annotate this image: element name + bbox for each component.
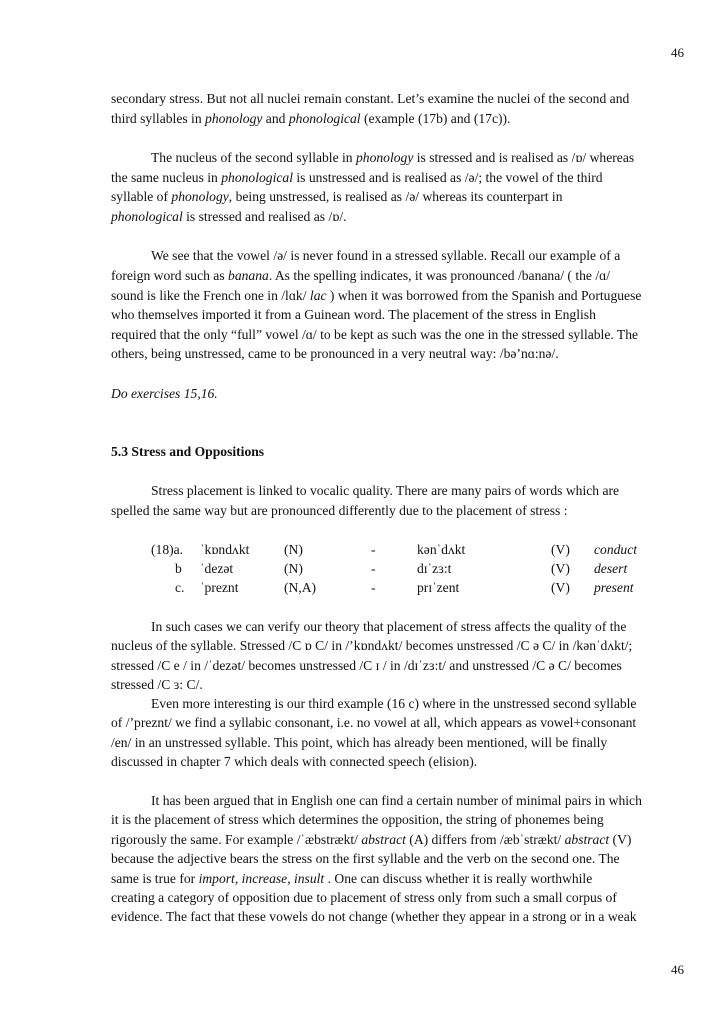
text-line: who themselves imported it from a Guinean word. The placement of the stress in English <box>111 307 596 322</box>
text-line: The nucleus of the second syllable in phonology is stressed and is realised as /ɒ/ whereas <box>151 150 635 165</box>
text-line: evidence. The fact that these vowels do not change (whether they appear in a strong or in a weak <box>111 909 637 924</box>
example-category: (V) <box>551 580 570 595</box>
example-dash: - <box>371 561 376 576</box>
example-ipa-noun: ˈpreznt <box>200 580 239 595</box>
example-dash: - <box>371 542 376 557</box>
example-label: b <box>175 561 182 576</box>
example-word: present <box>594 580 634 595</box>
example-dash: - <box>371 580 376 595</box>
example-ipa-verb: prɪˈzent <box>417 580 460 595</box>
example-label: (18)a. <box>151 542 184 557</box>
text-line: rigorously the same. For example /ˈæbstrækt/ abstract (A) differs from /æbˈstrækt/ abstract (V) <box>111 832 632 847</box>
example-row <box>151 580 651 596</box>
text-line: creating a category of opposition due to placement of stress only from such a small corpus of <box>111 890 617 905</box>
example-word: conduct <box>594 542 638 557</box>
text-line: foreign word such as banana. As the spelling indicates, it was pronounced /banana/ ( the /ɑ/ <box>111 268 611 283</box>
text-line: /en/ in an unstressed syllable. This point, which has already been mentioned, will be finally <box>111 735 608 750</box>
text-line: stressed /C e / in /ˈdezət/ becomes unstressed /C ɪ / in /dɪˈzɜ:t/ and unstressed /C ə C/ becomes <box>111 658 622 673</box>
text-line: spelled the same way but are pronounced differently due to the placement of stress : <box>111 503 568 518</box>
text-line: of /’preznt/ we find a syllabic consonant, i.e. no vowel at all, which appears as vowel+consonant <box>111 715 637 730</box>
text-line: secondary stress. But not all nuclei remain constant. Let’s examine the nuclei of the second and <box>111 91 630 106</box>
text-line: same is true for import, increase, insult . One can discuss whether it is really worthwhile <box>111 871 593 886</box>
text-line: syllable of phonology, being unstressed, is realised as /ə/ whereas its counterpart in <box>111 189 563 204</box>
text-line: it is the placement of stress which determines the opposition, the string of phonemes being <box>111 812 604 827</box>
text-line: others, being unstressed, came to be pronounced in a very neutral way: /bə’nɑ:nə/. <box>111 346 559 361</box>
example-ipa-verb: kənˈdʌkt <box>417 542 466 557</box>
text-line: stressed /C ɜ: C/. <box>111 677 203 692</box>
example-category: (N) <box>284 561 303 576</box>
example-category: (V) <box>551 542 570 557</box>
example-ipa-noun: ˈdezət <box>200 561 234 576</box>
text-line: phonological is stressed and realised as /ɒ/. <box>111 209 347 224</box>
example-row <box>151 542 651 558</box>
text-line: In such cases we can verify our theory that placement of stress affects the quality of the <box>151 619 627 634</box>
example-row <box>151 561 651 577</box>
page-number-bottom: 46 <box>671 962 684 977</box>
example-ipa-verb: dɪˈzɜ:t <box>417 561 452 576</box>
text-line: It has been argued that in English one can find a certain number of minimal pairs in which <box>151 793 642 808</box>
text-line: required that the only “full” vowel /ɑ/ to be kept as such was the one in the stressed syllable. The <box>111 327 639 342</box>
text-line: discussed in chapter 7 which deals with connected speech (elision). <box>111 754 478 769</box>
example-category: (N) <box>284 542 303 557</box>
text-line: We see that the vowel /ə/ is never found in a stressed syllable. Recall our example of a <box>151 248 621 263</box>
example-category: (N,A) <box>284 580 317 595</box>
text-line: third syllables in phonology and phonological (example (17b) and (17c)). <box>111 111 511 126</box>
text-line: Stress placement is linked to vocalic quality. There are many pairs of words which are <box>151 483 620 498</box>
example-word: desert <box>594 561 628 576</box>
text-line: sound is like the French one in /lɑk/ lac ) when it was borrowed from the Spanish and Portuguese <box>111 288 642 303</box>
text-line: the same nucleus in phonological is unstressed and is realised as /ə/; the vowel of the third <box>111 170 603 185</box>
text-line: Even more interesting is our third example (16 c) where in the unstressed second syllable <box>151 696 637 711</box>
exercise-note: Do exercises 15,16. <box>111 386 218 401</box>
page-number-top: 46 <box>671 45 684 60</box>
example-ipa-noun: ˈkɒndʌkt <box>200 542 250 557</box>
section-heading: 5.3 Stress and Oppositions <box>111 444 265 459</box>
example-label: c. <box>175 580 185 595</box>
text-line: because the adjective bears the stress on the first syllable and the verb on the second one. The <box>111 851 620 866</box>
example-category: (V) <box>551 561 570 576</box>
text-line: nucleus of the syllable. Stressed /C ɒ C/ in /’kɒndʌkt/ becomes unstressed /C ə C/ in /kənˈdʌkt/; <box>111 638 633 653</box>
